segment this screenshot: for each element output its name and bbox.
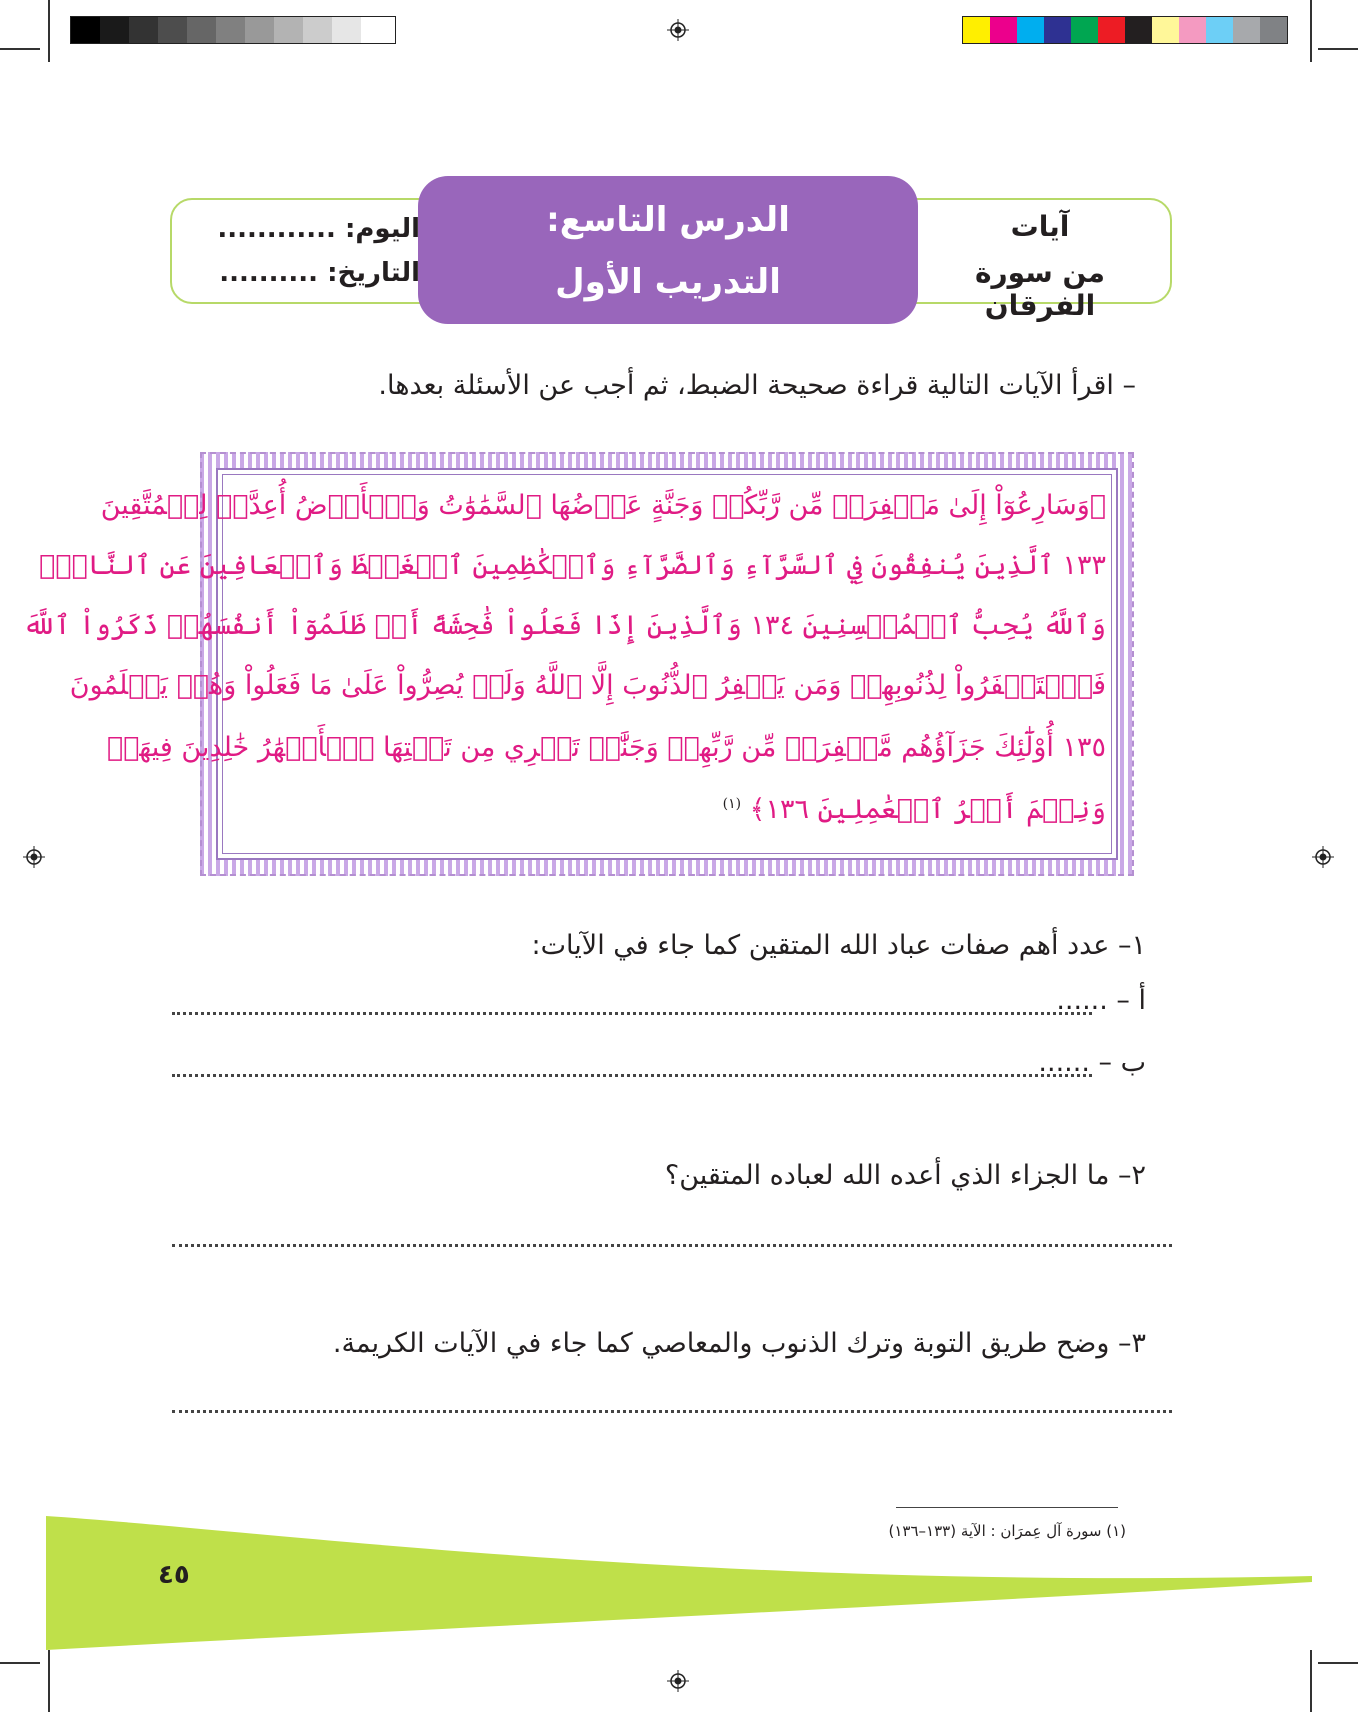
lesson-subtitle: التدريب الأول [555, 262, 781, 302]
verse-line-last [226, 794, 1106, 825]
crop-mark [0, 48, 40, 50]
page-number: ٤٥ [158, 1560, 190, 1590]
question-1: ١– عدد أهم صفات عباد الله المتقين كما جاء في الآيات: [531, 930, 1146, 961]
crop-mark [1318, 1662, 1358, 1664]
color-calibration-bar [962, 16, 1288, 44]
verse-text: وَنِعۡمَ أَجۡرُ ٱلۡعَٰمِلِينَ ١٣٦﴾ [749, 794, 1106, 825]
day-field: اليوم: ............ [217, 214, 420, 244]
registration-mark-icon [667, 19, 689, 41]
crop-mark [0, 1662, 40, 1664]
question-1b-label: ب – ...... [1038, 1047, 1146, 1078]
crop-mark [1310, 0, 1312, 62]
crop-mark [48, 0, 50, 62]
answer-line[interactable] [172, 1410, 1172, 1413]
crop-mark [1310, 1650, 1312, 1712]
registration-mark-icon [23, 846, 45, 868]
crop-mark [1318, 48, 1358, 50]
instruction-text: – اقرأ الآيات التالية قراءة صحيحة الضبط، ثم أجب عن الأسئلة بعدها. [378, 370, 1136, 401]
registration-mark-icon [667, 1670, 689, 1692]
footer-swoosh [0, 1500, 1358, 1650]
crop-mark [48, 1650, 50, 1712]
footnote-reference: (١) [722, 796, 742, 812]
question-1a-label: أ – ...... [1056, 985, 1146, 1016]
surah-name: من سورة الفرقان [974, 256, 1106, 322]
surah-label: آيات [1010, 210, 1070, 243]
answer-line[interactable] [172, 1244, 1172, 1247]
verse-line: ١٣٣ ٱلَّذِينَ يُنفِقُونَ فِي ٱلسَّرَّآءِ وَٱلضَّرَّآءِ وَٱلۡكَٰظِمِينَ ٱلۡغَيۡظَ وَٱلۡعَافِينَ عَنِ ٱلنَّاسِۗ [39, 550, 1106, 581]
answer-line[interactable] [172, 1074, 1092, 1077]
verse-line: فَٱسۡتَغۡفَرُواْ لِذُنُوبِهِمۡ وَمَن يَغۡفِرُ ٱلذُّنُوبَ إِلَّا ٱللَّهُ وَلَمۡ يُصِرُّواْ عَلَىٰ مَا فَعَلُواْ وَهُمۡ يَعۡلَمُونَ [69, 670, 1106, 701]
verse-line: ١٣٥ أُوْلَٰٓئِكَ جَزَآؤُهُم مَّغۡفِرَةٞ مِّن رَّبِّهِمۡ وَجَنَّٰتٞ تَجۡرِي مِن تَحۡتِهَا ٱلۡأَنۡهَٰرُ خَٰلِدِينَ فِيهَاۚ [106, 732, 1106, 763]
verse-line: وَٱللَّهُ يُحِبُّ ٱلۡمُحۡسِنِينَ ١٣٤ وَٱلَّذِينَ إِذَا فَعَلُواْ فَٰحِشَةً أَوۡ ظَلَمُوٓاْ أَنفُسَهُمۡ ذَكَرُواْ ٱللَّهَ [23, 610, 1106, 641]
lesson-title: الدرس التاسع: [546, 200, 790, 240]
answer-line[interactable] [172, 1012, 1092, 1015]
registration-mark-icon [1312, 846, 1334, 868]
question-3: ٣– وضح طريق التوبة وترك الذنوب والمعاصي كما جاء في الآيات الكريمة. [332, 1328, 1146, 1359]
footnote: (١) سورة آل عِمرَان : الآية (١٣٣–١٣٦) [888, 1522, 1126, 1540]
grayscale-calibration-bar [70, 16, 396, 44]
question-2: ٢– ما الجزاء الذي أعده الله لعباده المتقين؟ [664, 1160, 1146, 1191]
date-field: التاريخ: .......... [219, 258, 420, 288]
verse-line: ﴿وَسَارِعُوٓاْ إِلَىٰ مَغۡفِرَةٖ مِّن رَّبِّكُمۡ وَجَنَّةٍ عَرۡضُهَا ٱلسَّمَٰوَٰتُ وَٱلۡأَرۡضُ أُعِدَّتۡ لِلۡمُتَّقِينَ [100, 490, 1106, 521]
